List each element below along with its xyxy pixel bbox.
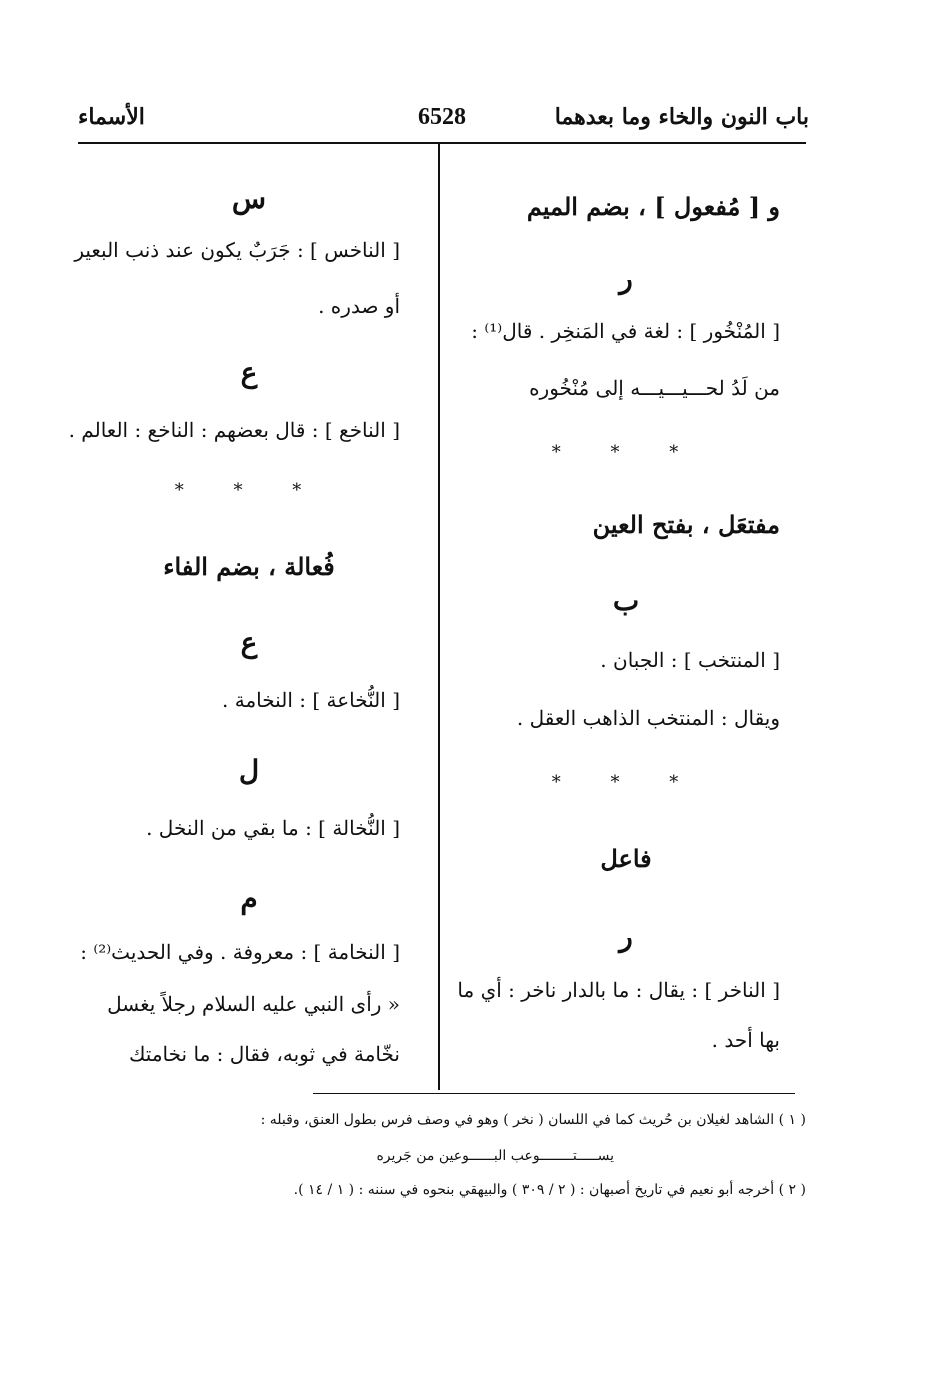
separator-stars: * * *: [551, 772, 701, 793]
entry-line: [ النُّخالة ] : ما بقي من النخل .: [146, 816, 400, 840]
left-column: [66, 144, 432, 1094]
letter-heading: ب: [612, 584, 640, 617]
letter-heading: ر: [619, 920, 633, 953]
column-divider: [438, 144, 440, 1090]
entry-line: [ المنتخب ] : الجبان .: [600, 648, 780, 672]
pattern-heading: مفتعَل ، بفتح العين: [592, 510, 780, 539]
page-number: 6528: [418, 104, 466, 130]
entry-line: [ النخامة ] : معروفة . وفي الحديث⁽²⁾ :: [80, 940, 400, 964]
hadith-line: « رأى النبي عليه السلام رجلاً يغسل: [107, 992, 400, 1016]
running-head-chapter: باب النون والخاء وما بعدهما: [554, 104, 809, 130]
pattern-heading: فاعل: [600, 844, 652, 873]
pattern-heading: فُعالة ، بضم الفاء: [163, 552, 335, 581]
separator-stars: * * *: [551, 442, 701, 463]
footnote-1: ( ١ ) الشاهد لغيلان بن حُريث كما في اللسان ( نخر ) وهو في وصف فرس بطول العنق، وقبله :: [260, 1112, 806, 1128]
entry-line: [ النُّخاعة ] : النخامة .: [222, 688, 400, 712]
letter-heading: ر: [619, 262, 633, 295]
footnote-rule: [313, 1093, 795, 1094]
hadith-line: نخّامة في ثوبه، فقال : ما نخامتك: [128, 1042, 400, 1066]
pattern-heading: و [ مُفعول ] ، بضم الميم: [526, 192, 780, 221]
footnote-1-verse: يســـــتــــــــوعب البــــــوعين من جَريره: [376, 1148, 614, 1164]
letter-heading: ع: [240, 626, 258, 659]
letter-heading: ع: [240, 356, 258, 389]
entry-line: بها أحد .: [711, 1028, 780, 1052]
entry-line: [ الناخر ] : يقال : ما بالدار ناخر : أي ما: [457, 978, 780, 1002]
entry-line: ويقال : المنتخب الذاهب العقل .: [516, 706, 780, 730]
entry-line: [ الناخع ] : قال بعضهم : الناخع : العالم .: [68, 418, 400, 442]
letter-heading: س: [231, 182, 267, 215]
entry-line: [ الناخس ] : جَرَبٌ يكون عند ذنب البعير: [74, 238, 400, 262]
letter-heading: م: [240, 882, 258, 915]
footnote-2: ( ٢ ) أخرجه أبو نعيم في تاريخ أصبهان : ( ٢ / ٣٠٩ ) والبيهقي بنحوه في سننه : ( ١ / ١٤ ).: [293, 1182, 806, 1198]
entry-line: أو صدره .: [318, 294, 400, 318]
separator-stars: * * *: [174, 480, 324, 501]
right-column: [446, 144, 806, 1094]
running-head-section: الأسماء: [78, 104, 145, 130]
letter-heading: ل: [238, 754, 260, 787]
verse-line: من لَدُ لحـــيـــيـــه إلى مُنْخُوره: [529, 376, 780, 400]
entry-line: [ المُنْخُور ] : لغة في المَنخِر . قال⁽¹⁾ :: [471, 319, 780, 343]
